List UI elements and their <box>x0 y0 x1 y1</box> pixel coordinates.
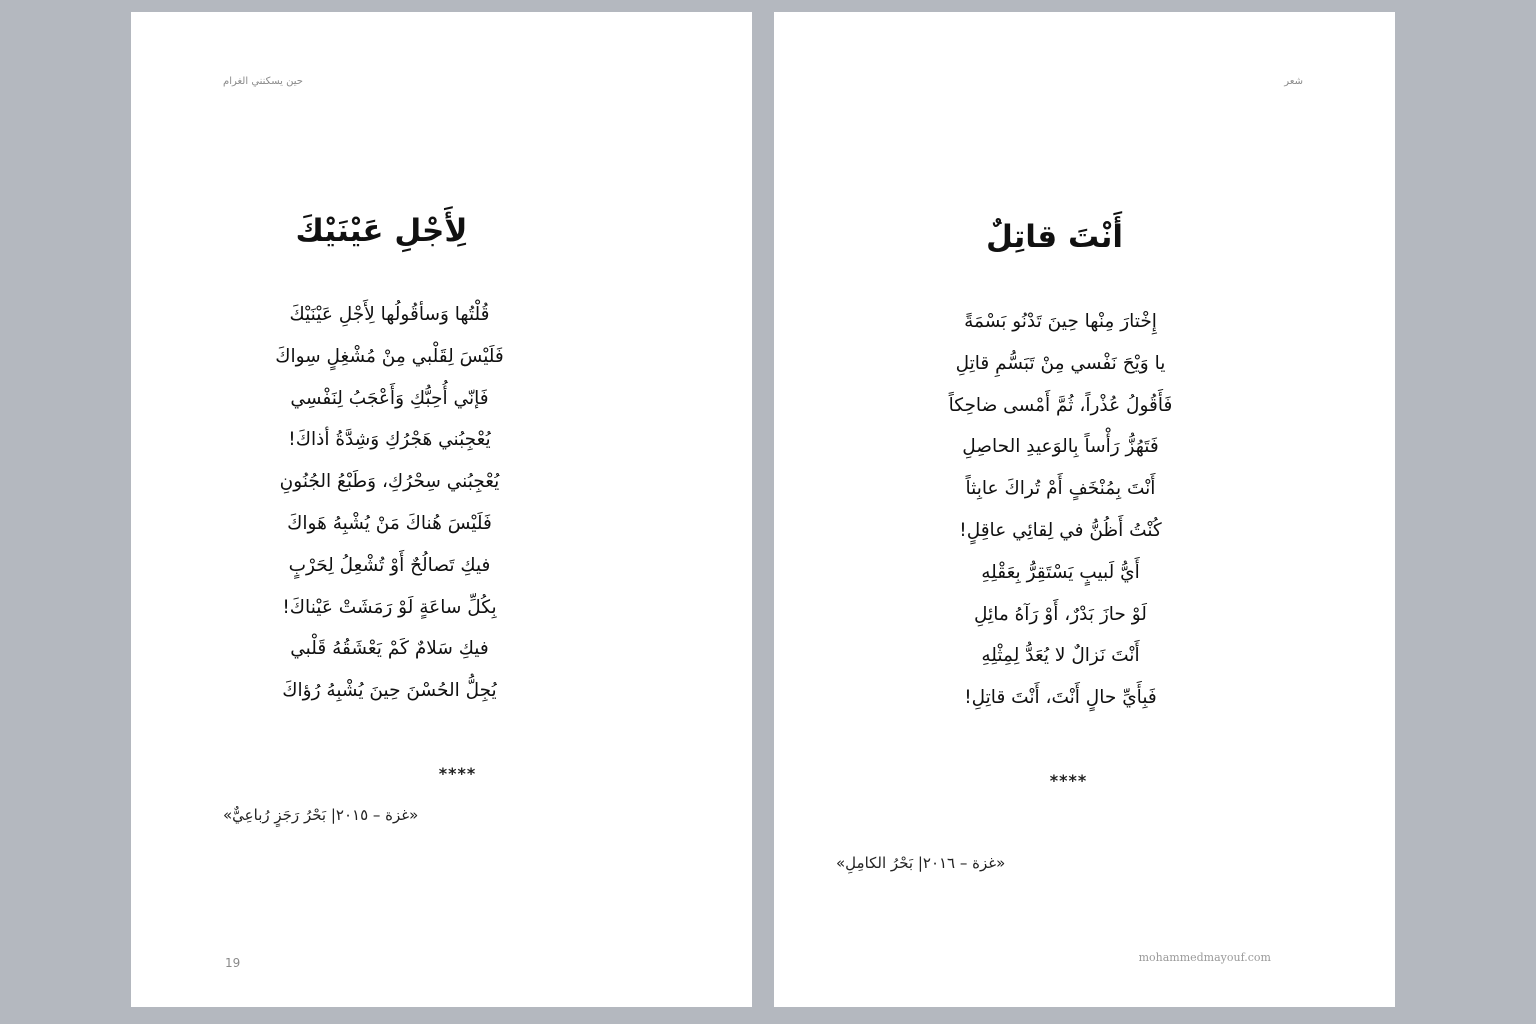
verse-line: فَلَيْسَ هُناكَ مَنْ يُشْبِهُ هَواكَ <box>287 512 492 534</box>
verse-line: فيكِ تَصالُحٌ أَوْ تُشْعِلُ لِحَرْبٍ <box>288 554 491 576</box>
running-head: حين يسكنني الغرام <box>223 76 303 87</box>
verse-line: يُعْجِبُني هَجْرُكِ وَشِدَّةُ أذاكَ! <box>288 429 491 451</box>
page-left <box>131 12 752 1007</box>
verse-line: فَإنّي أُحِبُّكِ وَأَعْجَبُ لِنَفْسِي <box>290 387 489 409</box>
verse-line: كُنْتُ أَظُنُّ في لِقائِي عاقِلٍ! <box>959 519 1162 541</box>
running-head: شعر <box>1284 76 1303 87</box>
verse-line: يُجِلُّ الحُسْنَ حِينَ يُشْبِهُ رُؤاكَ <box>282 680 497 702</box>
poem-colophon: «غزة – ٢٠١٥| بَحْرُ رَجَزٍ رُباعِيٌّ» <box>223 806 419 824</box>
verse-line: بِكُلِّ ساعَةٍ لَوْ رَمَشَتْ عَيْناكَ! <box>282 596 497 618</box>
verse-line: فَلَيْسَ لِقَلْبي مِنْ مُشْغِلٍ سِواكَ <box>275 345 504 367</box>
poem-verses <box>750 307 1371 725</box>
poem-verses <box>79 300 700 718</box>
page-number: 19 <box>225 956 241 970</box>
verse-line: يا وَيْحَ نَفْسي مِنْ تَبَسُّمِ قاتِلِ <box>955 352 1166 374</box>
verse-line: إِخْتارَ مِنْها حِينَ تَدْنُو بَسْمَةً <box>964 311 1157 332</box>
poem-colophon: «غزة – ٢٠١٦| بَحْرُ الكامِلِ» <box>836 854 1006 872</box>
poem-title: أَنْتَ قاتِلٌ <box>985 218 1124 255</box>
verse-line: فَبِأَيِّ حالٍ أَنْتَ، أَنْتَ قاتِلِ! <box>964 687 1157 709</box>
page-right <box>774 12 1395 1007</box>
verse-line: أَنْتَ بِمُنْخَفٍ أَمْ تُراكَ عابِثاً <box>965 478 1156 500</box>
website-footer: mohammedmayouf.com <box>1138 951 1271 964</box>
verse-line: فَأَقُولُ عُذْراً، ثُمَّ أَمْسى ضاحِكاً <box>948 394 1173 416</box>
verse-line: فَتَهُزُّ رَأْساً بِالوَعيدِ الحاصِلِ <box>962 436 1159 458</box>
poem-title: لِأَجْلِ عَيْنَيْكَ <box>295 212 468 249</box>
section-separator: **** <box>1049 771 1088 790</box>
verse-line: أَيُّ لَبيبٍ يَسْتَقِرُّ بِعَقْلِهِ <box>981 561 1140 583</box>
verse-line: لَوْ حازَ بَدْرٌ، أَوْ رَآهُ مائِلِ <box>974 603 1147 625</box>
verse-line: قُلْتُها وَسأقُولُها لِأَجْلِ عَيْنَيْكَ <box>289 304 490 325</box>
verse-line: يُعْجِبُني سِحْرُكِ، وَطَبْعُ الجُنُونِ <box>279 471 500 493</box>
verse-line: فيكِ سَلامٌ كَمْ يَعْشَقُهُ قَلْبي <box>290 638 489 660</box>
section-separator: **** <box>438 764 477 783</box>
verse-line: أَنْتَ نَزالٌ لا يُعَدُّ لِمِثْلِهِ <box>981 645 1140 667</box>
